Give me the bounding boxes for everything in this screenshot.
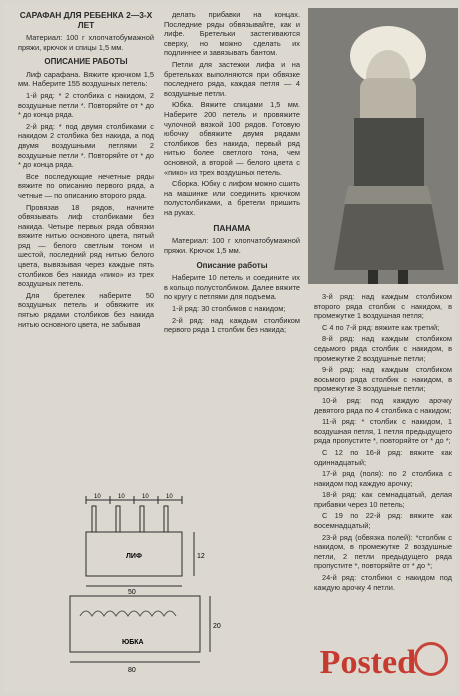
child-photo [308,8,458,284]
column-1 [18,10,154,331]
paragraph: 1-й ряд: * 2 столбика с накидом, 2 воздушные петли *. Повторяйте от * до * до конца ряда. [18,90,154,120]
paragraph: 11-й ряд: * столбик с накидом, 1 воздушная петля, 1 петля предыдущего ряда пропустите *, повторяйте от * до *; [314,417,452,446]
watermark-logo-icon [414,642,448,676]
paragraph: 18-й ряд: как семнадцатый, делая прибавки через 10 петель; [314,490,452,509]
dim-label: 12 [197,553,205,560]
watermark-text: Posted [319,644,416,681]
skirt-label: ЮБКА [122,639,144,646]
materials-text: Материал: 100 г хлопчатобумажной пряжи. Крючок 1,5 мм. [164,236,300,256]
dim-label: 50 [128,589,136,596]
paragraph: Петли для застежки лифа и на бретельках выполняются при обвязке последнего ряда, каждая петля — 4 воздушные петли. [164,59,300,98]
paragraph: Наберите 10 петель и соедините их в кольцо полустолбиком. Далее вяжите по кругу с петлями для подъема. [164,273,300,302]
paragraph: 3-й ряд: над каждым столбиком второго ряда столбик с накидом, в промежутке 1 воздушная петля; [314,292,452,321]
article-title: САРАФАН ДЛЯ РЕБЕНКА 2—3-Х ЛЕТ [19,10,153,30]
dim-label: 10 [118,494,125,500]
paragraph: 23-й ряд (обвязка полей): *столбик с накидом, в промежутке 2 воздушные петли, 2 петли предыдущего ряда пропустите *, повторяйте от * до *; [314,532,452,571]
column-3 [314,292,452,594]
dim-label: 10 [94,494,101,500]
dim-label: 80 [128,667,136,674]
paragraph: 24-й ряд: столбики с накидом под каждую арочку 4 петли. [314,573,452,592]
bodice-label: ЛИФ [126,553,142,560]
paragraph: Лиф сарафана. Вяжите крючком 1,5 мм. Наберите 155 воздушных петель: [18,69,154,89]
paragraph: 2-й ряд: над каждым столбиком первого ряда 1 столбик без накида; [164,315,300,335]
child-photo-illustration [308,8,458,284]
paragraph: 9-й ряд: над каждым столбиком восьмого ряда столбик с накидом, в промежутке 3 воздушные петли; [314,365,452,394]
paragraph: С 19 по 22-й ряд: вяжите как восемнадцатый; [314,511,452,531]
paragraph: С 4 по 7-й ряд: вяжите как третий; [322,322,440,332]
paragraph: делать прибавки на концах. Последние ряды обвязывайте, как и лифе. Бретельки застегиваются сверху, но можно сделать их подлиннее и завязывать бантом. [164,10,300,58]
dim-label: 20 [213,623,221,630]
paragraph: 2-й ряд: * под двумя столбиками с накидом 2 столбика без накида, а под двумя воздушными петлями 2 воздушные петли *. Повторяйте от * до * до конца ряда. [18,121,154,170]
materials-text: Материал: 100 г хлопчатобумажной пряжи, крючок и спицы 1,5 мм. [18,33,154,52]
magazine-page [4,4,456,692]
paragraph: С 12 по 16-й ряд: вяжите как одиннадцатый; [314,447,452,467]
paragraph: 8-й ряд: над каждым столбиком седьмого ряда столбик с накидом, в промежутке 2 воздушные петли; [314,334,452,363]
paragraph: 10-й ряд: под каждую арочку девятого ряда по 4 столбика с накидом; [314,395,452,415]
panama-title: ПАНАМА [213,223,251,234]
dim-label: 10 [142,494,149,500]
paragraph: Юбка. Вяжите спицами 1,5 мм. Наберите 200 петель и провяжите чулочной вязкой 100 рядов. Готовую юбочку обвяжите двумя рядами столбиков без накида, первый ряд нитью более светлого тона, чем основной, а второй — белого цвета с «пико» из трех воздушных петель. [164,100,300,177]
pattern-diagram [64,492,254,692]
dim-label: 10 [166,494,173,500]
section-heading: ОПИСАНИЕ РАБОТЫ [44,57,128,67]
paragraph: Все последующие нечетные ряды вяжите по описанию первого ряда, а четные — по описанию второго ряда. [18,171,154,200]
paragraph: Сборка. Юбку с лифом можно сшить на машинке или соединить крючком полустолбиками, а бретели пришить на руках. [164,179,300,217]
paragraph: 1-й ряд: 30 столбиков с накидом; [172,304,286,314]
paragraph: 17-й ряд (поля): по 2 столбика с накидом под каждую арочку; [314,469,452,488]
paragraph: Провязав 18 рядов, начните обвязывать лиф столбиками без накида. Четыре первых ряда обвязки вяжите нитью основного цвета, пятый ряд — белого светлым тоном и шестой, последний ряд нитью белого цвета, вывязывая через каждые пять столбиков без накида «пико» из трех воздушных петель. [18,202,154,289]
section-heading: Описание работы [196,260,268,270]
paragraph: Для бретелек наберите 50 воздушных петель и обвяжите их пятью рядами столбиков без накида нитью основного цвета, не забывая [18,290,154,329]
column-2 [164,10,300,337]
